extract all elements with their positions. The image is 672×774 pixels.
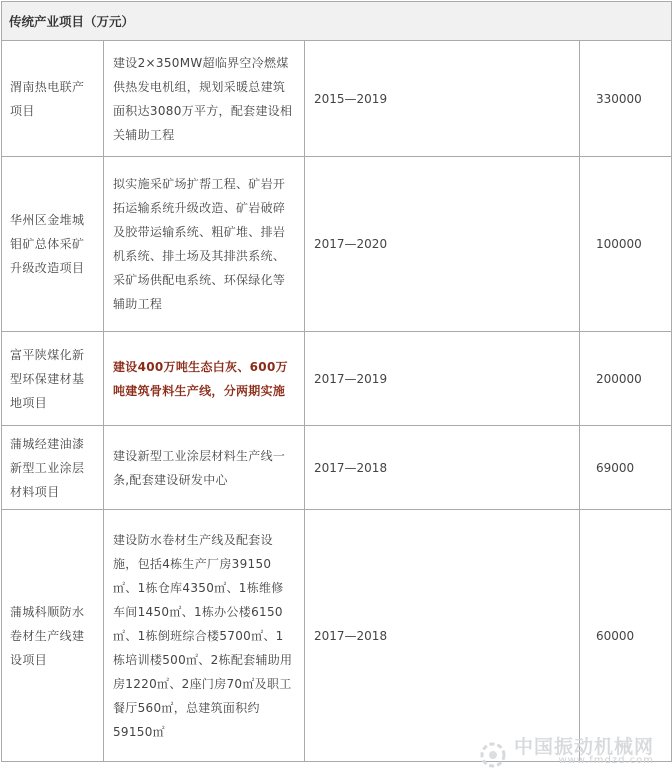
project-name: 蒲城经建油漆新型工业涂层材料项目: [2, 426, 104, 510]
watermark-url: www.fmdzd.com: [558, 755, 654, 766]
project-name: 富平陕煤化新型环保建材基地项目: [2, 332, 104, 426]
project-period: 2017—2018: [305, 426, 580, 510]
project-table: [1, 1, 672, 762]
table-row: [2, 426, 672, 510]
table-title: 传统产业项目（万元）: [2, 2, 672, 41]
project-name: 渭南热电联产项目: [2, 41, 104, 157]
project-description-highlight: 建设400万吨生态白灰、600万吨建筑骨料生产线，分两期实施: [104, 332, 305, 426]
project-amount: 200000: [580, 332, 672, 426]
project-amount: 330000: [580, 41, 672, 157]
watermark-logo-icon: [479, 741, 507, 769]
table-row: [2, 157, 672, 332]
project-name: 蒲城科顺防水卷材生产线建设项目: [2, 510, 104, 762]
project-description: 拟实施采矿场扩帮工程、矿岩开拓运输系统升级改造、矿岩破碎及胶带运输系统、粗矿堆、排岩机系统、排土场及其排洪系统、采矿场供配电系统、环保绿化等辅助工程: [104, 157, 305, 332]
project-amount: 69000: [580, 426, 672, 510]
project-amount: 100000: [580, 157, 672, 332]
project-description: 建设防水卷材生产线及配套设施，包括4栋生产厂房39150㎡、1栋仓库4350㎡、1栋维修车间1450㎡、1栋办公楼6150㎡、1栋倒班综合楼5700㎡、1栋培训楼500㎡、2栋配套辅助用房1220㎡、2座门房70㎡及职工餐厅560㎡，总建筑面积约59150㎡: [104, 510, 305, 762]
project-period: 2017—2018: [305, 510, 580, 762]
project-period: 2017—2020: [305, 157, 580, 332]
project-period: 2017—2019: [305, 332, 580, 426]
project-period: 2015—2019: [305, 41, 580, 157]
watermark: [513, 736, 654, 768]
project-amount: 60000: [580, 510, 672, 762]
project-name: 华州区金堆城钼矿总体采矿升级改造项目: [2, 157, 104, 332]
table-header-row: [2, 2, 672, 41]
watermark-text: 中国振动机械网: [513, 736, 654, 758]
table-row: [2, 41, 672, 157]
project-description: 建设2×350MW超临界空冷燃煤供热发电机组，规划采暖总建筑面积达3080万平方，配套建设相关辅助工程: [104, 41, 305, 157]
table-row: [2, 332, 672, 426]
project-description: 建设新型工业涂层材料生产线一条,配套建设研发中心: [104, 426, 305, 510]
table-row: [2, 510, 672, 762]
